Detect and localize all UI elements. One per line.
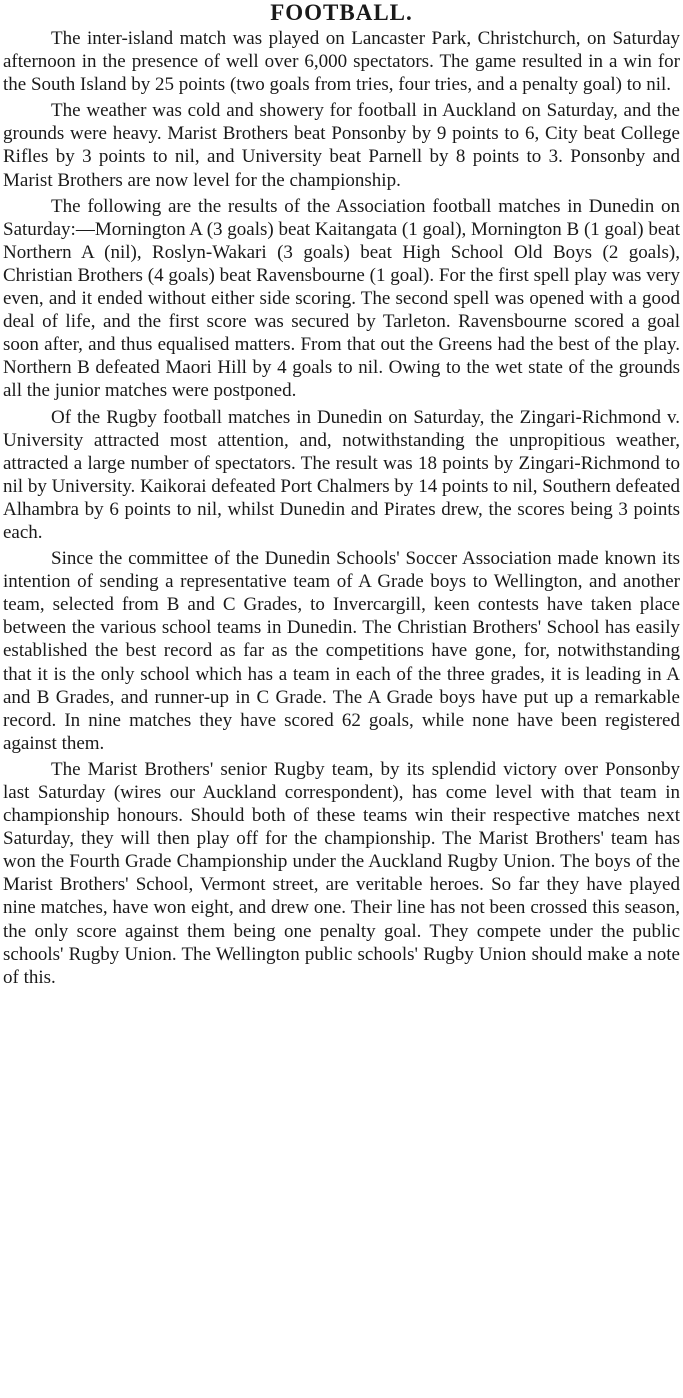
paragraph-marist-brothers: The Marist Brothers' senior Rugby team, by its splendid victory over Ponsonby last Saturday (wires our Auckland correspondent), has come level with that team in championship honours. Should both of these teams win their respective matches next Saturday, they will then play off for the championship. The Marist Brothers' team has won the Fourth Grade Championship under the Auckland Rugby Union. The boys of the Marist Brothers' School, Vermont street, are veritable heroes. So far they have played nine matches, have won eight, and drew one. Their line has not been crossed this season, the only score against them being one penalty goal. They compete under the public schools' Rugby Union. The Wellington public schools' Rugby Union should make a note of this. [3, 758, 680, 988]
paragraph-inter-island-match: The inter-island match was played on Lancaster Park, Christchurch, on Saturday afternoon in the presence of well over 6,000 spectators. The game resulted in a win for the South Island by 25 points (two goals from tries, four tries, and a penalty goal) to nil. [3, 28, 680, 96]
paragraph-rugby-dunedin: Of the Rugby football matches in Dunedin on Saturday, the Zingari-Richmond v. University attracted most attention, and, notwithstanding the unpropitious weather, attracted a large number of spectators. The result was 18 points by Zingari-Richmond to nil by University. Kaikorai defeated Port Chalmers by 14 points to nil, Southern defeated Alhambra by 6 points to nil, whilst Dunedin and Pirates drew, the scores being 3 points each. [3, 406, 680, 543]
article-title: FOOTBALL. [270, 0, 413, 25]
newspaper-column [3, 0, 680, 992]
paragraph-schools-soccer: Since the committee of the Dunedin Schools' Soccer Association made known its intention of sending a representative team of A Grade boys to Wellington, and another team, selected from B and C Grades, to Invercargill, keen contests have taken place between the various school teams in Dunedin. The Christian Brothers' School has easily established the best record as far as the competitions have gone, for, notwithstanding that it is the only school which has a team in each of the three grades, it is leading in A and B Grades, and runner-up in C Grade. The A Grade boys have put up a remarkable record. In nine matches they have scored 62 goals, while none have been registered against them. [3, 548, 680, 754]
paragraph-association-results: The following are the results of the Association football matches in Dunedin on Saturday:—Mornington A (3 goals) beat Kaitangata (1 goal), Mornington B (1 goal) beat Northern A (nil), Roslyn-Wakari (3 goals) beat High School Old Boys (2 goals), Christian Brothers (4 goals) beat Ravensbourne (1 goal). For the first spell play was very even, and it ended without either side scoring. The second spell was opened with a good deal of life, and the first score was secured by Tarleton. Ravensbourne scored a goal soon after, and thus equalised matters. From that out the Greens had the best of the play. Northern B defeated Maori Hill by 4 goals to nil. Owing to the wet state of the grounds all the junior matches were postponed. [3, 195, 680, 402]
paragraph-auckland-results: The weather was cold and showery for football in Auckland on Saturday, and the grounds were heavy. Marist Brothers beat Ponsonby by 9 points to 6, City beat College Rifles by 3 points to nil, and University beat Parnell by 8 points to 3. Ponsonby and Marist Brothers are now level for the championship. [3, 100, 680, 191]
